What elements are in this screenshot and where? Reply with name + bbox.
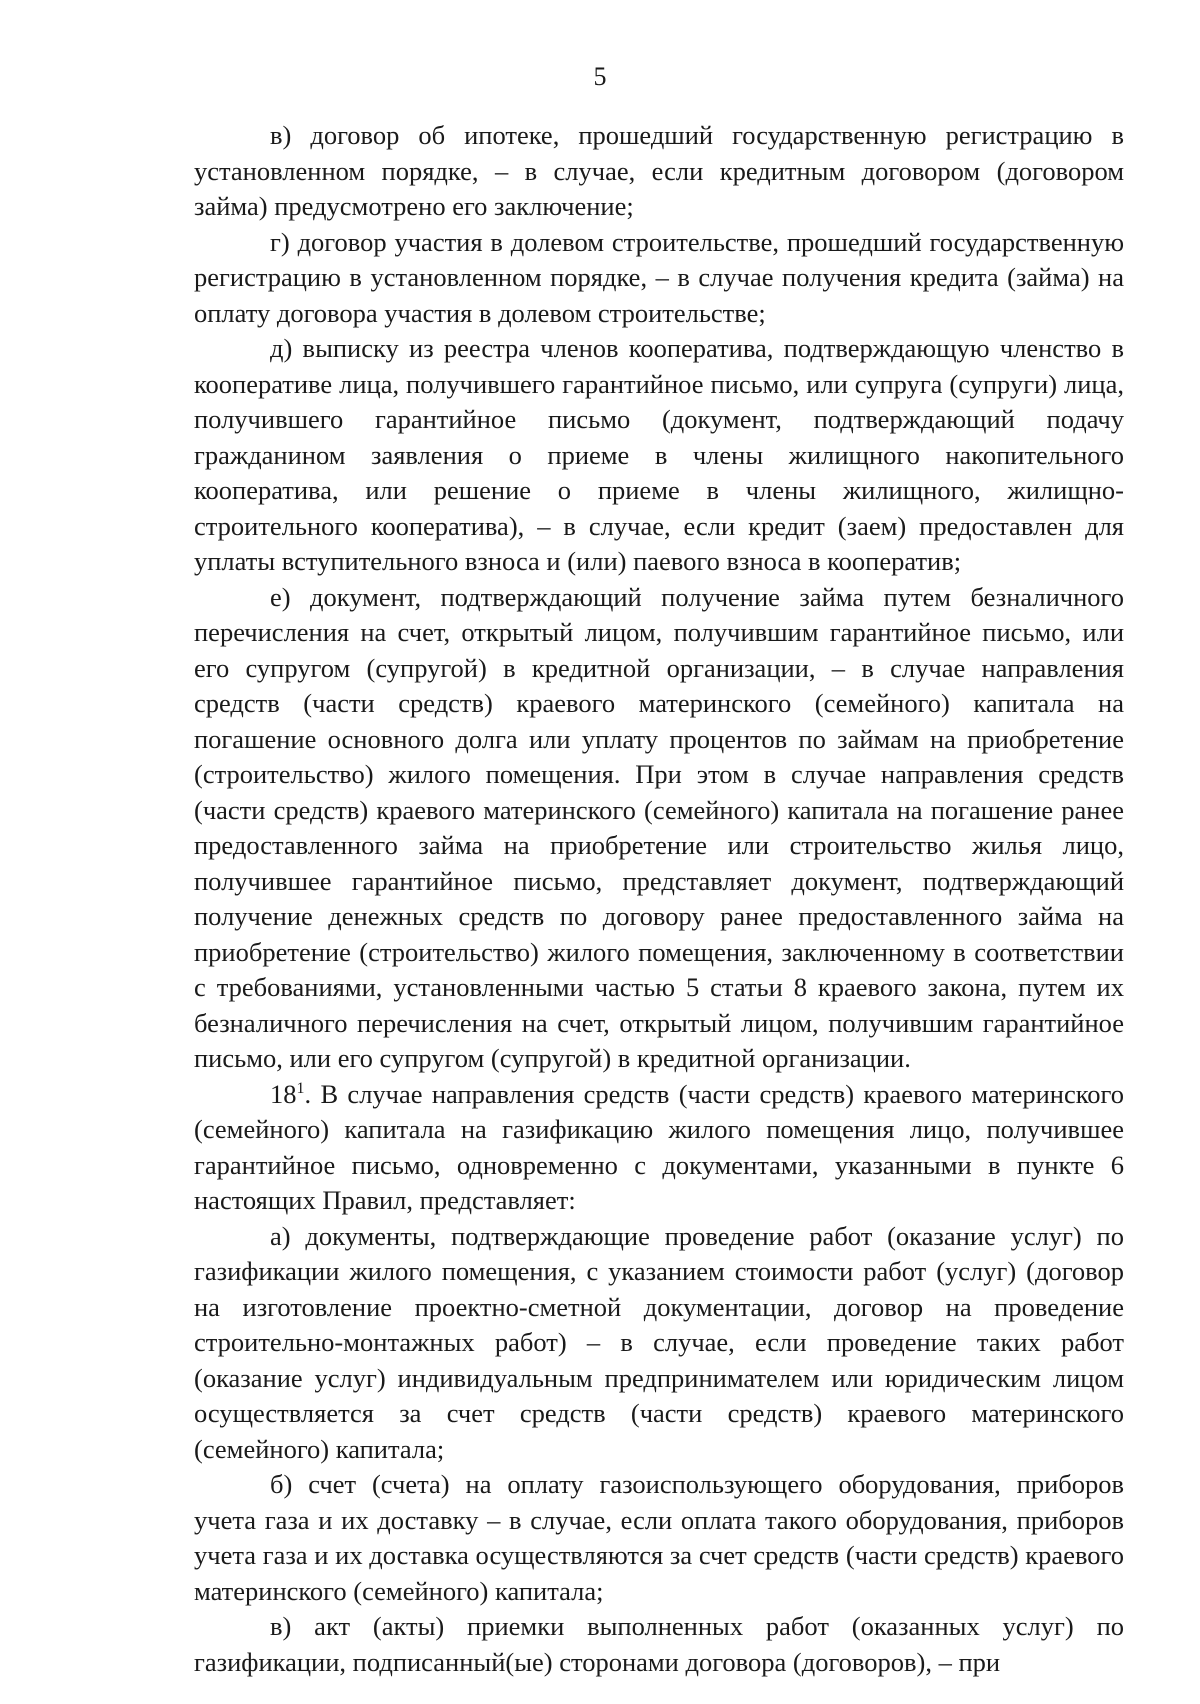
clause-18-1 — [194, 1077, 1124, 1219]
paragraph-e-loan-document: е) документ, подтверждающий получение займа путем безналичного перечисления на счет, открытый лицом, получившим гарантийное письмо, или его супругом (супругой) в кредитной организации, – в случае направления средств (части средств) краевого материнского (семейного) капитала на погашение основного долга или уплату процентов по займам на приобретение (строительство) жилого помещения. При этом в случае направления средств (части средств) краевого материнского (семейного) капитала на погашение ранее предоставленного займа на приобретение или строительство жилья лицо, получившее гарантийное письмо, представляет документ, подтверждающий получение денежных средств по договору ранее предоставленного займа на приобретение (строительство) жилого помещения, заключенному в соответствии с требованиями, установленными частью 5 статьи 8 краевого закона, путем их безналичного перечисления на счет, открытый лицом, получившим гарантийное письмо, или его супругом (супругой) в кредитной организации. — [194, 581, 1124, 1073]
paragraph-b-invoice: б) счет (счета) на оплату газоиспользующего оборудования, приборов учета газа и их доставку – в случае, если оплата такого оборудования, приборов учета газа и их доставка осуществляются за счет средств (части средств) краевого материнского (семейного) капитала; — [194, 1469, 1124, 1606]
paragraph-a-gasification-docs: а) документы, подтверждающие проведение работ (оказание услуг) по газификации жилого помещения, с указанием стоимости работ (услуг) (договор на изготовление проектно-сметной документации, договор на проведение строительно-монтажных работ) – в случае, если проведение таких работ (оказание услуг) индивидуальным предпринимателем или юридическим лицом осуществляется за счет средств (части средств) краевого материнского (семейного) капитала; — [194, 1220, 1124, 1464]
paragraph-v-mortgage-agreement: в) договор об ипотеке, прошедший государственную регистрацию в установленном порядке, – в случае, если кредитным договором (договором займа) предусмотрено его заключение; — [194, 120, 1124, 221]
page-number: 5 — [593, 62, 607, 91]
paragraph-v-acceptance-act: в) акт (акты) приемки выполненных работ (оказанных услуг) по газификации, подписанный(ые) сторонами договора (договоров), – при — [194, 1611, 1124, 1677]
clause-superscript: 1 — [296, 1079, 305, 1097]
clause-text: . В случае направления средств (части средств) краевого материнского (семейного) капитала на газификацию жилого помещения лицо, получившее гарантийное письмо, одновременно с документами, указанными в пункте 6 настоящих Правил, представляет: — [194, 1078, 1124, 1215]
paragraph-g-shared-construction: г) договор участия в долевом строительстве, прошедший государственную регистрацию в установленном порядке, – в случае получения кредита (займа) на оплату договора участия в долевом строительстве; — [194, 226, 1124, 328]
paragraph-d-cooperative-extract: д) выписку из реестра членов кооператива, подтверждающую членство в кооперативе лица, получившего гарантийное письмо, или супруга (супруги) лица, получившего гарантийное письмо (документ, подтверждающий подачу гражданином заявления о приеме в члены жилищного накопительного кооператива, или решение о приеме в члены жилищного, жилищно-строительного кооператива), – в случае, если кредит (заем) предоставлен для уплаты вступительного взноса и (или) паевого взноса в кооператив; — [194, 333, 1124, 576]
clause-number: 18 — [270, 1078, 297, 1109]
document-body — [194, 112, 1124, 1680]
